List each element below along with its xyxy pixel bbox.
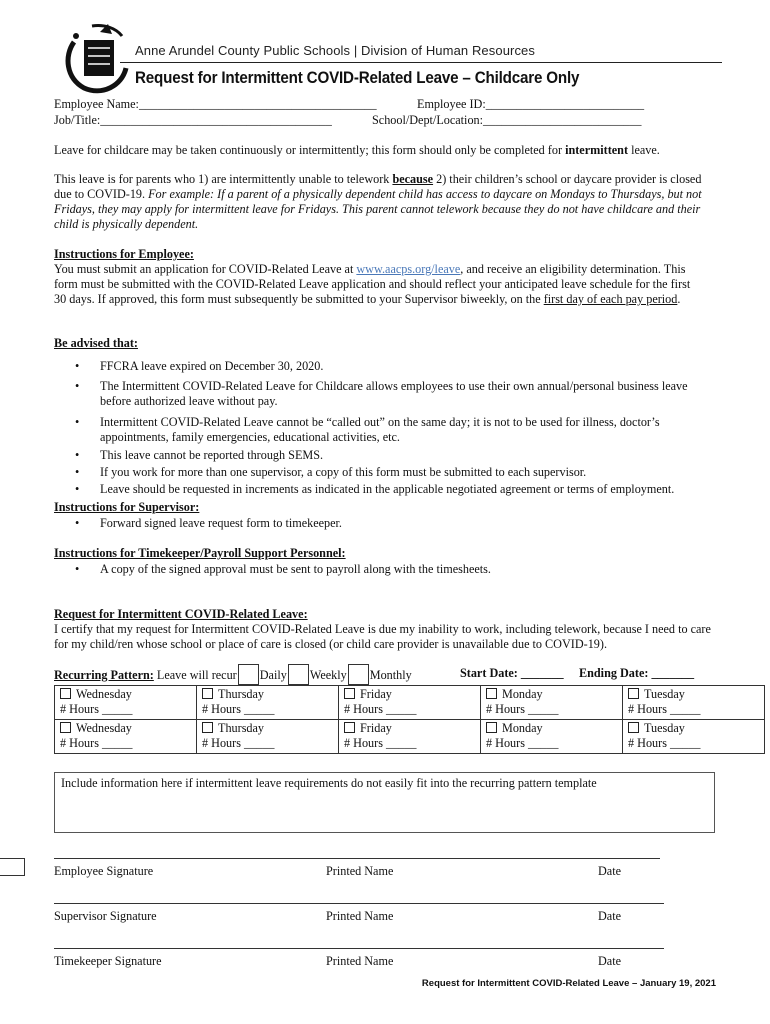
timekeeper-signature-line[interactable] [54, 948, 664, 949]
checkbox-icon[interactable] [202, 722, 213, 733]
hours-table [54, 685, 765, 754]
start-date-field[interactable]: Start Date: _______ [460, 666, 564, 680]
supervisor-heading: Instructions for Supervisor: [54, 500, 200, 514]
day-cell[interactable]: Monday # Hours _____ [481, 720, 623, 754]
intro-line: Leave for childcare may be taken continuously or intermittently; this form should only be completed for intermittent leave. [54, 143, 660, 157]
footer-text: Request for Intermittent COVID-Related Leave – January 19, 2021 [421, 978, 716, 989]
employee-id-field[interactable]: Employee ID:__________________________ [417, 97, 645, 111]
checkbox-icon[interactable] [628, 722, 639, 733]
timekeeper-printed-name-label: Printed Name [326, 954, 394, 968]
job-title-field[interactable]: Job/Title:______________________________________ [54, 113, 332, 127]
additional-info-box[interactable] [54, 772, 715, 833]
day-cell[interactable]: Thursday # Hours _____ [197, 720, 339, 754]
list-item: • Leave should be requested in increments as indicated in the applicable negotiated agreement or terms of employment. [54, 482, 708, 497]
checkbox-icon[interactable] [202, 688, 213, 699]
list-item: • FFCRA leave expired on December 30, 2020. [54, 359, 708, 374]
request-heading: Request for Intermittent COVID-Related Leave: [54, 607, 308, 621]
advised-heading: Be advised that: [54, 336, 138, 350]
checkbox-icon[interactable] [60, 688, 71, 699]
checkbox-icon[interactable] [344, 722, 355, 733]
table-row [55, 686, 765, 720]
list-item: • This leave cannot be reported through SEMS. [54, 448, 708, 463]
supervisor-date-label: Date [598, 909, 622, 923]
employee-date-label: Date [598, 864, 622, 878]
checkbox-icon[interactable] [628, 688, 639, 699]
employee-signature-label: Employee Signature [54, 864, 154, 878]
day-cell[interactable]: Friday # Hours _____ [339, 720, 481, 754]
employee-printed-name-label: Printed Name [326, 864, 394, 878]
list-item: • Forward signed leave request form to timekeeper. [54, 516, 708, 531]
header-rule [120, 62, 722, 63]
request-text: I certify that my request for Intermittent COVID-Related Leave is due my inability to work, including telework, because I need to care for my child/ren whose school or place of care is closed (or child care provider is unavailable due to COVID-19). [54, 622, 711, 651]
list-item: • Intermittent COVID-Related Leave cannot be “called out” on the same day; it is not to be used for illness, doctor’s appointments, family emergencies, educational activities, etc. [54, 415, 708, 445]
day-cell[interactable]: Tuesday # Hours _____ [623, 720, 765, 754]
aacps-logo [62, 22, 132, 94]
end-date-field[interactable]: Ending Date: _______ [579, 666, 695, 680]
timekeeper-signature-label: Timekeeper Signature [54, 954, 162, 968]
timekeeper-list [54, 562, 708, 580]
organization-name: Anne Arundel County Public Schools | Division of Human Resources [135, 43, 535, 58]
location-field[interactable]: School/Dept/Location:__________________________ [372, 113, 642, 127]
supervisor-list [54, 516, 708, 534]
day-cell[interactable]: Friday # Hours _____ [339, 686, 481, 720]
employee-instructions-heading: Instructions for Employee: [54, 247, 194, 261]
day-cell[interactable]: Monday # Hours _____ [481, 686, 623, 720]
checkbox-icon[interactable] [344, 688, 355, 699]
recurring-pattern-row: Recurring Pattern: Leave will recur Daily Weekly Monthly [54, 664, 412, 685]
form-title: Request for Intermittent COVID-Related Leave – Childcare Only [135, 69, 580, 87]
timekeeper-date-label: Date [598, 954, 622, 968]
leave-link[interactable]: www.aacps.org/leave [356, 262, 461, 276]
supervisor-signature-line[interactable] [54, 903, 664, 904]
additional-info-label: Include information here if intermittent leave requirements do not easily fit into the recurring pattern template [61, 776, 597, 790]
day-cell[interactable]: Wednesday # Hours _____ [55, 720, 197, 754]
checkbox-icon[interactable] [486, 722, 497, 733]
list-item: • The Intermittent COVID-Related Leave for Childcare allows employees to use their own annual/personal business leave before authorized leave without pay. [54, 379, 708, 409]
checkbox-icon[interactable] [60, 722, 71, 733]
employee-signature-line[interactable] [54, 858, 660, 859]
employee-name-field[interactable]: Employee Name:_______________________________________ [54, 97, 377, 111]
intro-paragraph: This leave is for parents who 1) are intermittently unable to telework because 2) their children’s school or daycare provider is closed due to COVID-19. For example: If a parent of a physically dependent child has access to daycare on Mondays to Thursdays, but not Fridays, they may apply for intermittent leave for Fridays. This parent cannot telework because they do not have childcare and their child is physically dependent. [54, 172, 702, 231]
supervisor-printed-name-label: Printed Name [326, 909, 394, 923]
day-cell[interactable]: Thursday # Hours _____ [197, 686, 339, 720]
timekeeper-heading: Instructions for Timekeeper/Payroll Support Personnel: [54, 546, 346, 560]
day-cell[interactable]: Wednesday # Hours _____ [55, 686, 197, 720]
table-row [55, 720, 765, 754]
monthly-checkbox[interactable] [348, 664, 369, 685]
weekly-checkbox[interactable] [288, 664, 309, 685]
employee-instructions-text: You must submit an application for COVID-Related Leave at www.aacps.org/leave, and receive an eligibility determination. This form must be submitted with the COVID-Related Leave application and should reflect your anticipated leave schedule for the first 30 days. If approved, this form must subsequently be submitted to your Supervisor biweekly, on the first day of each pay period. [54, 262, 691, 306]
supervisor-signature-label: Supervisor Signature [54, 909, 157, 923]
side-marker [0, 858, 25, 876]
advised-list [54, 359, 708, 500]
daily-checkbox[interactable] [238, 664, 259, 685]
list-item: • If you work for more than one supervisor, a copy of this form must be submitted to each supervisor. [54, 465, 708, 480]
checkbox-icon[interactable] [486, 688, 497, 699]
list-item: • A copy of the signed approval must be sent to payroll along with the timesheets. [54, 562, 708, 577]
day-cell[interactable]: Tuesday # Hours _____ [623, 686, 765, 720]
